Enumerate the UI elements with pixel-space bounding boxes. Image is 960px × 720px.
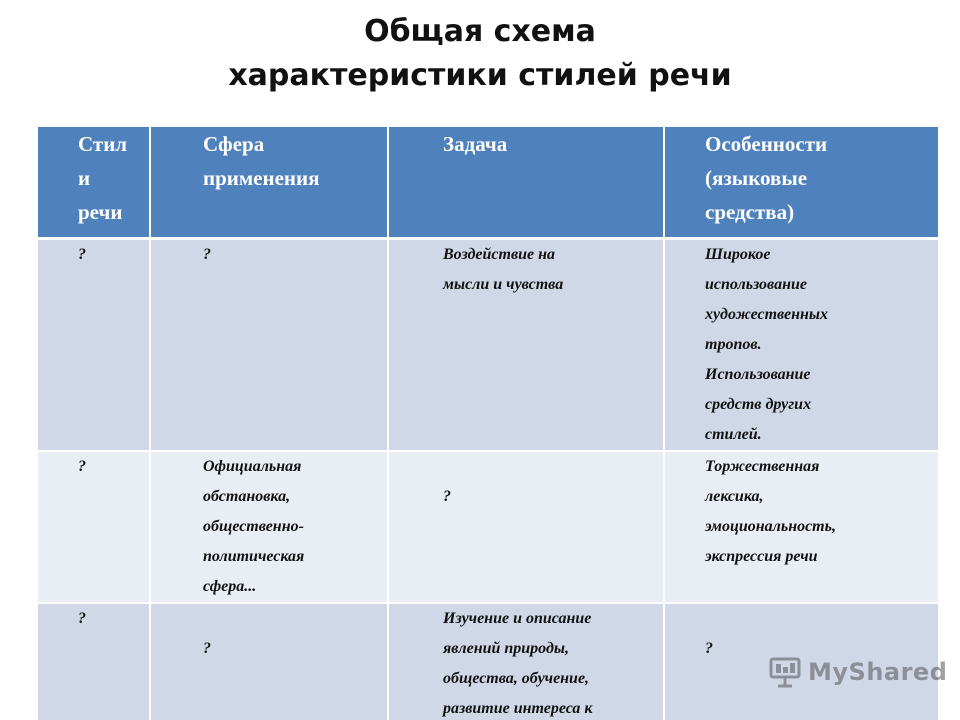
cell-features — [664, 239, 938, 452]
cell-style — [38, 451, 150, 603]
cell-sphere — [150, 239, 388, 452]
cell-text: ? — [78, 610, 86, 627]
header-features-text: Особенности (языковые средства) — [705, 132, 828, 224]
cell-features — [664, 451, 938, 603]
cell-text: Воздействие на мысли и чувства — [443, 246, 564, 293]
watermark-text: MyShared — [808, 658, 948, 686]
header-sphere-text: Сфера применения — [203, 132, 320, 190]
cell-text: ? — [78, 246, 86, 263]
cell-text: ? — [203, 246, 211, 263]
cell-text: Широкое использование художественных тропов. Использование средств других стилей. — [705, 246, 828, 443]
header-features — [664, 127, 938, 239]
title-line-1: Общая схема — [364, 14, 596, 49]
header-style — [38, 127, 150, 239]
cell-text: Торжественная лексика, эмоциональность, экспрессия речи — [705, 458, 836, 565]
header-task — [388, 127, 664, 239]
header-style-text: Стил и речи — [78, 132, 128, 224]
styles-table — [38, 127, 938, 720]
presentation-board-icon — [768, 655, 802, 689]
header-sphere — [150, 127, 388, 239]
cell-sphere — [150, 603, 388, 720]
cell-text: ? — [705, 640, 713, 657]
cell-text: Официальная обстановка, общественно- политическая сфера... — [203, 458, 305, 595]
table-row — [38, 239, 938, 452]
cell-task — [388, 603, 664, 720]
cell-task — [388, 451, 664, 603]
header-task-text: Задача — [443, 132, 508, 156]
cell-text: ? — [443, 488, 451, 505]
slide-title — [0, 10, 960, 98]
table-wrapper — [38, 127, 960, 720]
cell-style — [38, 603, 150, 720]
cell-style — [38, 239, 150, 452]
title-line-2: характеристики стилей речи — [228, 58, 732, 93]
cell-text: ? — [203, 640, 211, 657]
cell-task — [388, 239, 664, 452]
cell-text: ? — [78, 458, 86, 475]
watermark — [768, 655, 947, 689]
header-row — [38, 127, 938, 239]
cell-text: Изучение и описание явлений природы, общества, обучение, развитие интереса к — [443, 610, 593, 717]
table-row — [38, 451, 938, 603]
cell-sphere — [150, 451, 388, 603]
